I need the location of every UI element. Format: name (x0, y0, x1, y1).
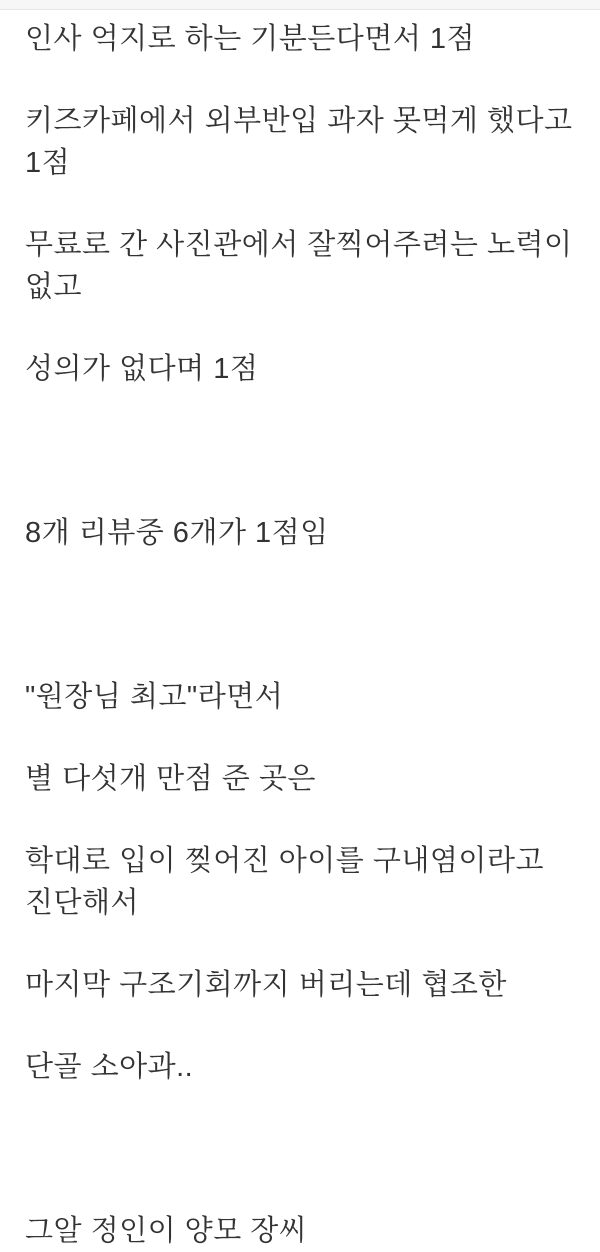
paragraph: 무료로 간 사진관에서 잘찍어주려는 노력이 없고 (25, 229, 573, 303)
paragraph: 학대로 입이 찢어진 아이를 구내염이라고 진단해서 (25, 845, 544, 919)
paragraph: 단골 소아과.. (25, 1051, 194, 1083)
blank-line (25, 1128, 575, 1170)
paragraph: 성의가 없다며 1점 (25, 353, 259, 385)
paragraph: 별 다섯개 만점 준 곳은 (25, 763, 316, 795)
paragraph: 마지막 구조기회까지 버리는데 협조한 (25, 969, 507, 1001)
top-strip-divider (0, 0, 600, 10)
paragraph: "원장님 최고"라면서 (25, 681, 284, 713)
blank-line (25, 430, 575, 472)
paragraph: 키즈카페에서 외부반입 과자 못먹게 했다고 1점 (25, 105, 573, 179)
paragraph: 그알 정인이 양모 장씨 (25, 1215, 308, 1247)
post-body-text (0, 10, 600, 1252)
paragraph: 8개 리뷰중 6개가 1점임 (25, 517, 329, 549)
blank-line (25, 594, 575, 636)
paragraph: 인사 억지로 하는 기분든다면서 1점 (25, 23, 476, 55)
